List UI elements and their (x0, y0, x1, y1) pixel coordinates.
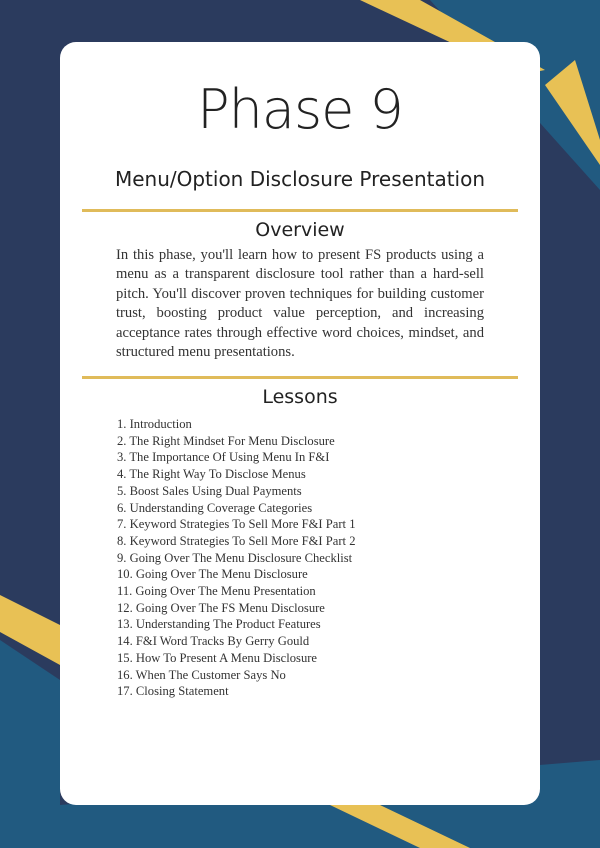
gold-divider (82, 376, 518, 379)
lesson-item: 13. Understanding The Product Features (117, 617, 321, 632)
page-subtitle: Menu/Option Disclosure Presentation (114, 167, 486, 191)
lesson-item: 12. Going Over The FS Menu Disclosure (117, 600, 325, 615)
lesson-item: 7. Keyword Strategies To Sell More F&I Part 1 (117, 517, 356, 532)
lessons-list (117, 416, 356, 700)
lesson-item: 2. The Right Mindset For Menu Disclosure (117, 433, 335, 448)
content-card (60, 42, 540, 805)
lessons-heading: Lessons (262, 386, 338, 408)
lesson-item: 9. Going Over The Menu Disclosure Checklist (117, 550, 353, 565)
lesson-item: 16. When The Customer Says No (117, 667, 286, 682)
lesson-item: 17. Closing Statement (117, 684, 229, 699)
lesson-item: 4. The Right Way To Disclose Menus (117, 467, 306, 482)
overview-text: In this phase, you'll learn how to present FS products using a menu as a transparent disclosure tool rather than a hard-sell pitch. You'll discover proven techniques for building customer trust, boosting product value perception, and increasing acceptance rates through effective word choices, mindset, and structured menu presentations. (116, 247, 484, 361)
overview-heading: Overview (255, 219, 345, 241)
lesson-item: 14. F&I Word Tracks By Gerry Gould (117, 634, 310, 649)
lesson-item: 8. Keyword Strategies To Sell More F&I Part 2 (117, 533, 356, 548)
teal-shape-bottom-left (0, 640, 60, 848)
lesson-item: 10. Going Over The Menu Disclosure (117, 567, 308, 582)
lesson-item: 11. Going Over The Menu Presentation (117, 584, 316, 599)
gold-divider (82, 209, 518, 212)
lesson-item: 15. How To Present A Menu Disclosure (117, 650, 318, 665)
page-title: Phase 9 (197, 78, 403, 141)
lesson-item: 1. Introduction (117, 417, 192, 431)
lesson-item: 5. Boost Sales Using Dual Payments (117, 483, 302, 498)
lesson-item: 3. The Importance Of Using Menu In F&I (117, 450, 330, 465)
lesson-item: 6. Understanding Coverage Categories (117, 500, 313, 515)
